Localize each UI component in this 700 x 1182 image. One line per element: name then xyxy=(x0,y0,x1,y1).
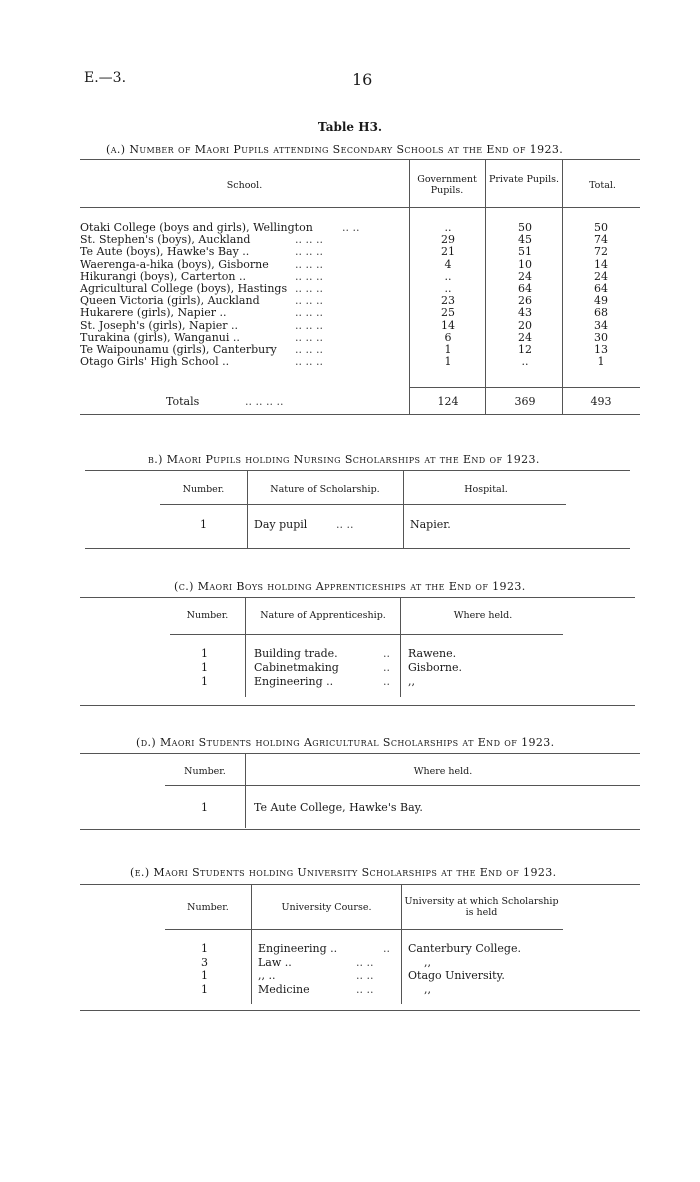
divider xyxy=(80,414,640,415)
col-header-where: Where held. xyxy=(413,766,473,777)
total-pupils: 30 xyxy=(594,330,608,344)
school-name: St. Joseph's (girls), Napier .. xyxy=(80,318,238,332)
school-name: Te Waipounamu (girls), Canterbury xyxy=(80,343,277,356)
leader-dots: .. .. .. xyxy=(295,306,323,320)
col-header-total: Total. xyxy=(589,180,616,191)
table-cell: 1 xyxy=(201,982,208,996)
table-cell: 1 xyxy=(201,647,208,660)
total-pupils: 72 xyxy=(594,245,608,259)
divider xyxy=(401,884,402,1004)
divider xyxy=(403,470,404,548)
private-pupils: 10 xyxy=(518,257,532,271)
private-pupils: 45 xyxy=(518,233,532,247)
table-row xyxy=(80,259,640,271)
col-header-number: Number. xyxy=(187,902,229,913)
gov-pupils: 29 xyxy=(441,233,455,247)
table-row xyxy=(80,222,640,234)
private-pupils: 64 xyxy=(518,282,532,295)
leader-dots: .. xyxy=(383,942,390,955)
leader-dots: .. .. .. xyxy=(295,294,323,308)
col-header-government: Government Pupils. xyxy=(417,174,477,196)
divider xyxy=(80,753,640,754)
school-name: St. Stephen's (boys), Auckland xyxy=(80,233,251,247)
leader-dots: .. .. xyxy=(356,969,374,982)
totals-dots: .. .. .. .. xyxy=(245,395,284,408)
divider xyxy=(80,597,635,598)
table-cell: Building trade. xyxy=(254,647,338,660)
col-header-school: School. xyxy=(226,180,263,191)
table-row xyxy=(80,356,640,368)
total-pupils: 14 xyxy=(594,257,608,271)
table-cell: Cabinetmaking xyxy=(254,661,339,674)
section-b-caption: b.) Maori Pupils holding Nursing Scholarships at the End of 1923. xyxy=(148,453,540,466)
total-pupils: 34 xyxy=(594,318,608,332)
leader-dots: .. .. .. xyxy=(295,282,323,295)
total-pupils: 74 xyxy=(594,233,608,247)
private-pupils: 12 xyxy=(518,343,532,356)
report-reference: E.—3. xyxy=(84,70,127,86)
table-cell: ,, xyxy=(424,982,431,996)
divider xyxy=(80,207,640,208)
table-cell: ,, xyxy=(408,675,415,688)
table-cell: 1 xyxy=(201,942,208,955)
private-pupils: 26 xyxy=(518,294,532,308)
table-row xyxy=(80,320,640,332)
section-e-caption: (e.) Maori Students holding University Scholarships at the End of 1923. xyxy=(130,866,557,879)
divider xyxy=(80,829,640,830)
divider xyxy=(160,504,566,505)
col-header-number: Number. xyxy=(184,766,226,777)
total-pupils: 68 xyxy=(594,306,608,320)
table-cell: 1 xyxy=(201,675,208,688)
leader-dots: .. .. .. xyxy=(295,343,323,356)
leader-dots: .. .. .. xyxy=(295,330,323,344)
total-pupils: 64 xyxy=(594,282,608,295)
leader-dots: .. xyxy=(383,647,390,660)
totals-private: 369 xyxy=(514,395,536,408)
col-header-where: Where held. xyxy=(453,610,513,621)
leader-dots: .. .. .. xyxy=(295,318,323,332)
totals-total: 493 xyxy=(590,395,612,408)
school-name: Hukarere (girls), Napier .. xyxy=(80,306,227,320)
leader-dots: .. .. .. xyxy=(295,257,323,271)
total-pupils: 49 xyxy=(594,294,608,308)
leader-dots: .. .. xyxy=(356,955,374,969)
leader-dots: .. .. .. xyxy=(295,233,323,247)
private-pupils: 50 xyxy=(518,221,532,234)
gov-pupils: .. xyxy=(444,221,452,234)
leader-dots: .. .. .. xyxy=(295,355,323,369)
leader-dots: .. xyxy=(383,661,390,674)
gov-pupils: 4 xyxy=(444,257,452,271)
private-pupils: 51 xyxy=(518,245,532,259)
table-cell: 1 xyxy=(201,969,208,982)
gov-pupils: 23 xyxy=(441,294,455,308)
total-pupils: 13 xyxy=(594,343,608,356)
divider xyxy=(251,884,252,1004)
col-header-hospital: Hospital. xyxy=(464,484,508,495)
col-header-course: University Course. xyxy=(281,902,372,913)
divider xyxy=(85,470,630,471)
school-name: Hikurangi (boys), Carterton .. xyxy=(80,269,246,283)
section-d-caption: (d.) Maori Students holding Agricultural Scholarships at End of 1923. xyxy=(136,736,555,749)
divider xyxy=(245,597,246,697)
table-cell: 1 xyxy=(201,661,208,674)
gov-pupils: 14 xyxy=(441,318,455,332)
table-cell: 1 xyxy=(200,518,207,531)
gov-pupils: 1 xyxy=(444,343,452,356)
gov-pupils: 21 xyxy=(441,245,455,259)
total-pupils: 50 xyxy=(594,221,608,234)
table-row xyxy=(80,307,640,319)
divider xyxy=(80,884,640,885)
table-cell: Rawene. xyxy=(408,647,457,660)
private-pupils: 43 xyxy=(518,306,532,320)
private-pupils: .. xyxy=(521,355,529,369)
table-row xyxy=(80,295,640,307)
school-name: Waerenga-a-hika (boys), Gisborne xyxy=(80,257,269,271)
private-pupils: 24 xyxy=(518,269,532,283)
gov-pupils: 25 xyxy=(441,306,455,320)
divider xyxy=(80,705,635,706)
total-pupils: 1 xyxy=(597,355,605,369)
school-name: Turakina (girls), Wanganui .. xyxy=(80,330,240,344)
table-cell: Napier. xyxy=(410,518,451,531)
table-cell: ,, .. xyxy=(258,969,276,982)
table-cell: Day pupil xyxy=(254,518,308,531)
section-a-caption: (a.) Number of Maori Pupils attending Secondary Schools at the End of 1923. xyxy=(106,143,564,156)
table-cell: Engineering .. xyxy=(258,942,338,955)
table-row xyxy=(80,271,640,283)
school-name: Te Aute (boys), Hawke's Bay .. xyxy=(80,245,250,259)
school-name: Agricultural College (boys), Hastings xyxy=(80,282,288,295)
section-c-caption: (c.) Maori Boys holding Apprenticeships at the End of 1923. xyxy=(174,580,526,593)
private-pupils: 24 xyxy=(518,330,532,344)
school-name: Queen Victoria (girls), Auckland xyxy=(80,294,260,308)
totals-gov: 124 xyxy=(437,395,459,408)
divider xyxy=(85,548,630,549)
table-row xyxy=(80,246,640,258)
table-cell: Law .. xyxy=(258,955,292,969)
gov-pupils: 6 xyxy=(444,330,452,344)
total-pupils: 24 xyxy=(594,269,608,283)
divider xyxy=(170,634,563,635)
school-name: Otaki College (boys and girls), Wellington xyxy=(80,221,313,234)
private-pupils: 20 xyxy=(518,318,532,332)
leader-dots: .. .. xyxy=(342,221,360,234)
divider xyxy=(80,1010,640,1011)
table-cell: .. .. xyxy=(336,518,354,531)
totals-row xyxy=(80,396,640,408)
table-cell: Gisborne. xyxy=(408,661,462,674)
table-title: Table H3. xyxy=(317,120,383,134)
totals-label: Totals xyxy=(166,395,200,408)
table-cell: 1 xyxy=(201,801,208,814)
school-name: Otago Girls' High School .. xyxy=(80,355,230,369)
gov-pupils: .. xyxy=(444,269,452,283)
table-row xyxy=(80,344,640,356)
divider xyxy=(165,785,640,786)
leader-dots: .. .. xyxy=(356,982,374,996)
divider xyxy=(165,929,563,930)
table-cell: Canterbury College. xyxy=(408,942,521,955)
table-cell: 3 xyxy=(201,955,208,969)
leader-dots: .. xyxy=(383,675,390,688)
table-row xyxy=(80,332,640,344)
col-header-university: University at which Scholarship is held xyxy=(404,896,559,918)
table-cell: Te Aute College, Hawke's Bay. xyxy=(254,801,423,814)
divider xyxy=(245,753,246,828)
col-header-number: Number. xyxy=(182,484,225,495)
col-header-private: Private Pupils. xyxy=(488,174,560,185)
col-header-nature: Nature of Apprenticeship. xyxy=(260,610,386,621)
col-header-nature: Nature of Scholarship. xyxy=(270,484,380,495)
divider xyxy=(409,387,640,388)
table-cell: Medicine xyxy=(258,982,310,996)
divider xyxy=(400,597,401,697)
table-row xyxy=(80,283,640,295)
page-number: 16 xyxy=(352,70,373,89)
gov-pupils: 1 xyxy=(444,355,452,369)
table-row xyxy=(80,234,640,246)
divider xyxy=(80,159,640,160)
gov-pupils: .. xyxy=(444,282,452,295)
leader-dots: .. .. .. xyxy=(295,269,323,283)
col-header-number: Number. xyxy=(186,610,229,621)
table-cell: ,, xyxy=(424,955,431,969)
divider xyxy=(247,470,248,548)
leader-dots: .. .. .. xyxy=(295,245,323,259)
table-cell: Engineering .. xyxy=(254,675,334,688)
table-cell: Otago University. xyxy=(408,969,505,982)
